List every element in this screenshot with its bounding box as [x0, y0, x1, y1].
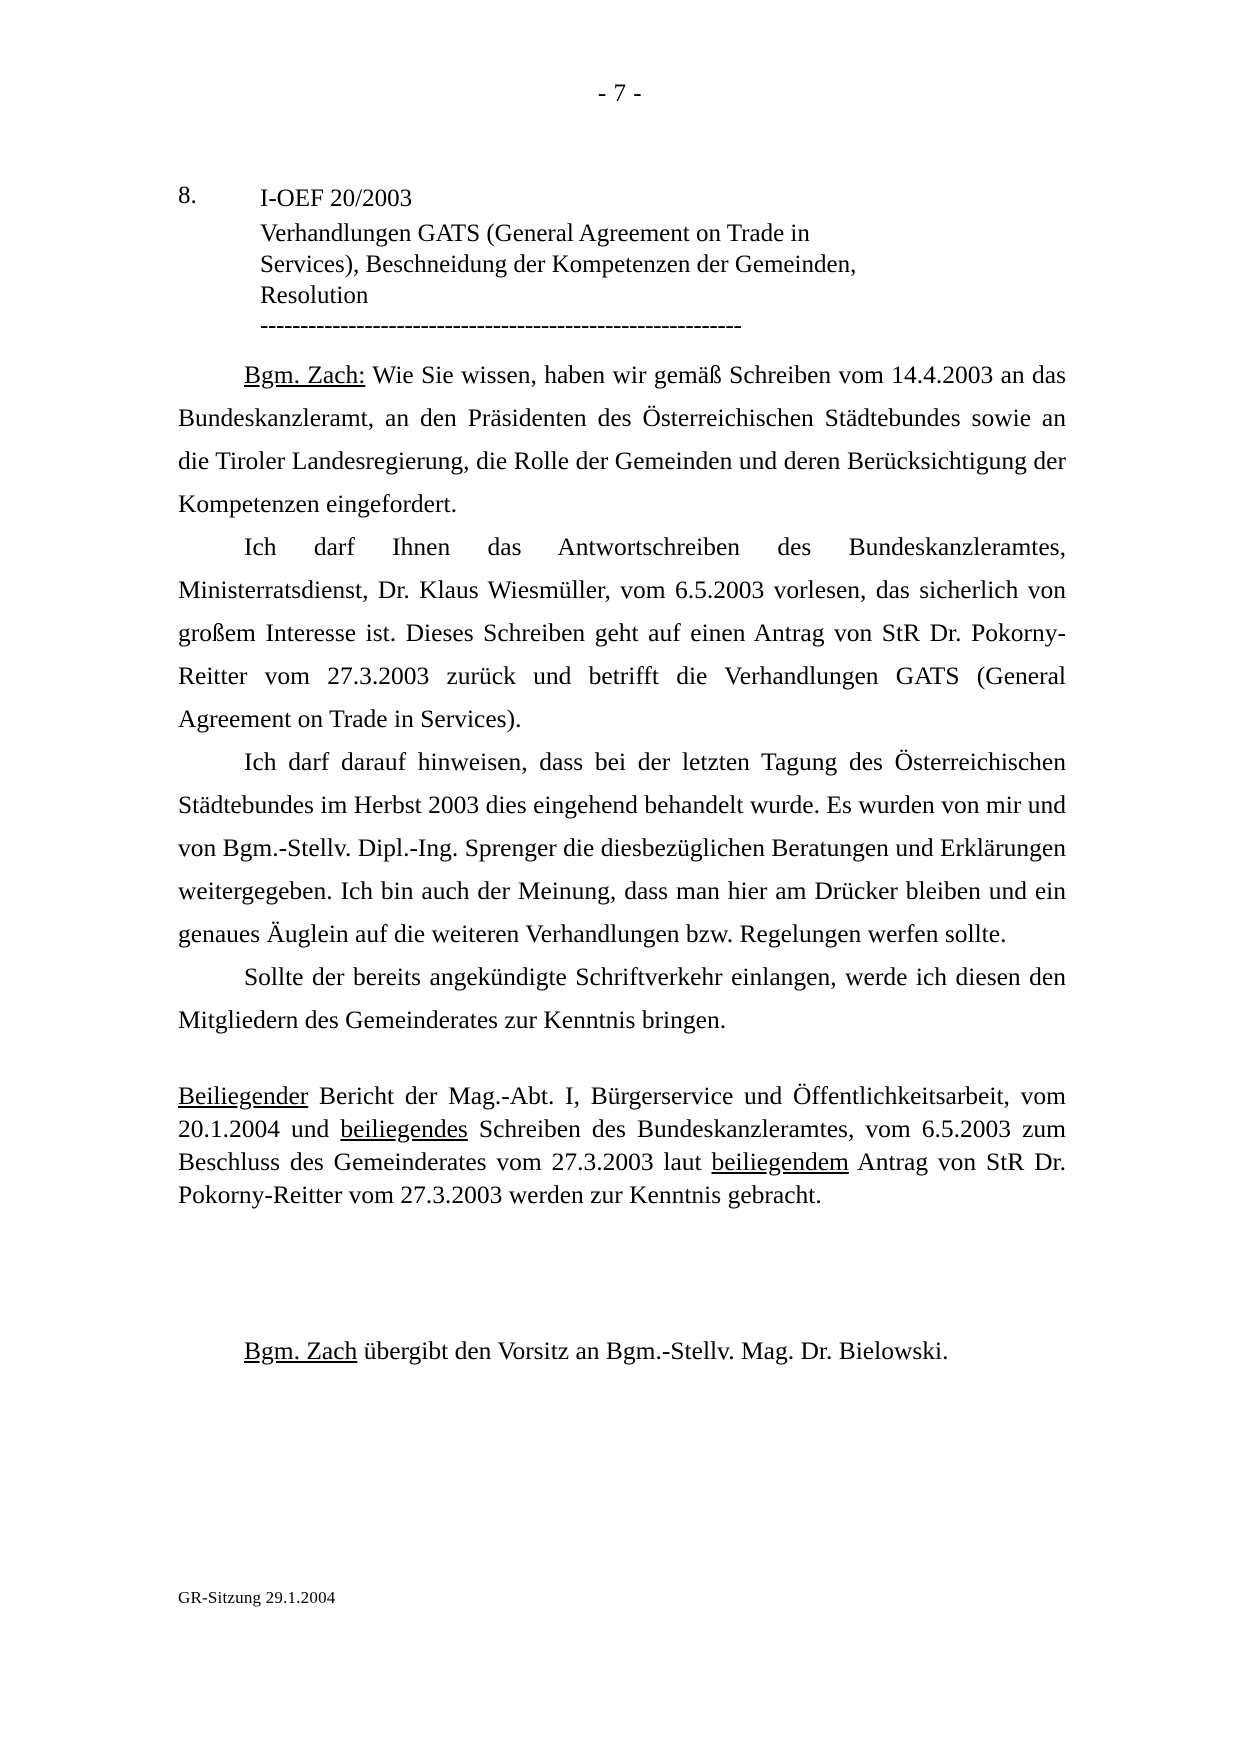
page-number: - 7 - [597, 80, 643, 107]
notice-part-2: Schreiben des Bundeskanzleramtes, vom 6.5.2003 zum Beschluss des Gemeinderates vom 27.3.2003 laut [178, 1114, 1067, 1176]
notice-part-1: Bericht der Mag.-Abt. I, Bürgerservice und Öffentlichkeitsarbeit, vom 20.1.2004 und [178, 1081, 1066, 1143]
paragraph-1-text: Wie Sie wissen, haben wir gemäß Schreiben vom 14.4.2003 an das Bundeskanzleramt, an den Präsidenten des Österreichischen Städtebundes sowie an die Tiroler Landesregierung, die Rolle der Gemeinden und deren Berücksichtigung der Kompetenzen eingefordert. [178, 360, 1066, 518]
closing-text: übergibt den Vorsitz an Bgm.-Stellv. Mag. Dr. Bielowski. [357, 1336, 949, 1365]
document-body [178, 182, 1066, 1372]
notice-part-3: Antrag von StR Dr. Pokorny-Reitter vom 27.3.2003 werden zur Kenntnis gebracht. [178, 1147, 1066, 1209]
closing-speaker-name: Bgm. Zach [244, 1336, 358, 1365]
notice-lead-underlined: Beiliegender [178, 1081, 309, 1110]
agenda-item-body [260, 182, 1066, 339]
closing-statement [178, 1329, 1066, 1372]
agenda-item-8 [178, 182, 1066, 339]
notice-mid-underlined: beiliegendes [340, 1114, 468, 1143]
paragraph-3: Ich darf darauf hinweisen, dass bei der letzten Tagung des Österreichischen Städtebundes im Herbst 2003 dies eingehend behandelt wurde. Es wurden von mir und von Bgm.-Stellv. Dipl.-Ing. Sprenger die diesbezüglichen Beratungen und Erklärungen weitergegeben. Ich bin auch der Meinung, dass man hier am Drücker bleiben und ein genaues Äuglein auf die weiteren Verhandlungen bzw. Regelungen werfen sollte. [178, 747, 1066, 948]
paragraph-1 [178, 353, 1066, 525]
agenda-item-number: 8. [178, 182, 197, 209]
agenda-item-title: Verhandlungen GATS (General Agreement on Trade in Services), Beschneidung der Kompetenzen der Gemeinden, Resolution [260, 220, 857, 309]
attachment-notice [178, 1079, 1066, 1211]
speaker-name: Bgm. Zach: [244, 360, 366, 389]
section-divider: ------------------------------------------------------------ [260, 313, 742, 339]
notice-end-underlined: beiliegendem [711, 1147, 849, 1176]
agenda-item-reference: I-OEF 20/2003 [260, 185, 413, 212]
paragraph-2: Ich darf Ihnen das Antwortschreiben des Bundeskanzleramtes, Ministerratsdienst, Dr. Klaus Wiesmüller, vom 6.5.2003 vorlesen, das sicherlich von großem Interesse ist. Dieses Schreiben geht auf einen Antrag von StR Dr. Pokorny-Reitter vom 27.3.2003 zurück und betrifft die Verhandlungen GATS (General Agreement on Trade in Services). [178, 532, 1066, 733]
page-footer: GR-Sitzung 29.1.2004 [178, 1588, 336, 1607]
paragraph-4: Sollte der bereits angekündigte Schriftverkehr einlangen, werde ich diesen den Mitgliedern des Gemeinderates zur Kenntnis bringen. [178, 962, 1066, 1034]
